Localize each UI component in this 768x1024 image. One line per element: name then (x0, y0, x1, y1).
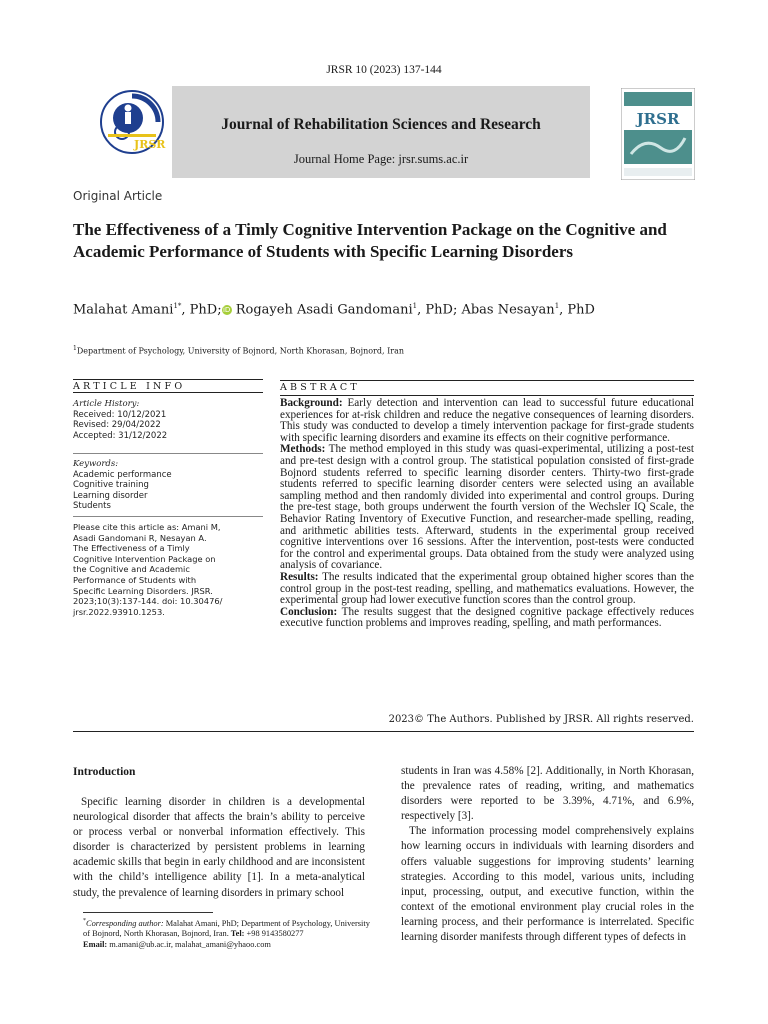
email-label: Email: (83, 939, 108, 949)
author-degree: , PhD (559, 302, 595, 318)
author-list (73, 302, 595, 317)
keyword-item: Academic performance (73, 469, 172, 480)
background-text: Early detection and intervention can lead to successful future educational experiences for at-risk children and reduce the negative consequences of learning disorders. This study was conducted to develop a timely intervention package for first-grade students with specific learning disorders and examine its effects on their cognitive performance. (280, 397, 694, 444)
corr-label: Corresponding author: (86, 918, 164, 928)
results-text: The results indicated that the experimental group obtained higher scores than the control group in the post-test reading, spelling, and mathematics evaluations. However, the experimental group had lower executive function scores than the control group. (280, 570, 694, 607)
divider (73, 731, 694, 732)
tel-number: +98 9143580277 (244, 929, 304, 939)
author-degree: , PhD; Abas Nesayan (417, 302, 555, 318)
revised-date: Revised: 29/04/2022 (73, 420, 161, 431)
author-degree: , PhD; (181, 302, 222, 318)
email-address[interactable]: m.amani@ub.ac.ir, malahat_amani@yhaoo.com (107, 939, 271, 949)
logo-letters: JRSR (134, 138, 166, 151)
divider (73, 516, 263, 517)
keyword-item: Learning disorder (73, 490, 148, 501)
author-name: Rogayeh Asadi Gandomani (231, 302, 413, 318)
cover-title: JRSR (636, 110, 680, 128)
corresponding-author-footnote (83, 916, 373, 950)
divider (73, 453, 263, 454)
article-type: Original Article (73, 189, 163, 203)
author-name: Malahat Amani (73, 302, 174, 318)
body-paragraph: students in Iran was 4.58% [2]. Additionally, in North Khorasan, the prevalence rates of reading, writing, and mathematics disorders were reported to be 3.39%, 4.71%, and 6.9%, respectively [3]. (401, 765, 694, 823)
accepted-date: Accepted: 31/12/2022 (73, 430, 168, 441)
keyword-item: Students (73, 501, 111, 512)
abstract-body (280, 398, 694, 630)
results-label: Results: (280, 570, 319, 583)
body-paragraph: The information processing model comprehensively explains how learning occurs in individuals with learning disorders and offers valuable suggestions for improving students’ learning strategies. According to this model, various units, including input, processing, output, and executive function, within the context of the emotional environment play crucial roles in the learning process, and their performance is interrelated. Specific learning disorder manifests through different types of defects in (401, 825, 694, 944)
affiliation (73, 345, 404, 356)
keywords-label: Keywords: (73, 459, 119, 469)
author-sup: 1 (412, 302, 418, 310)
methods-label: Methods: (280, 443, 326, 456)
introduction-heading: Introduction (73, 766, 136, 778)
article-info-heading: ARTICLE INFO (73, 381, 186, 392)
divider (280, 380, 694, 381)
background-label: Background: (280, 397, 343, 409)
article-history (73, 399, 263, 441)
author-sup: 1 (554, 302, 560, 310)
conclusion-label: Conclusion: (280, 605, 338, 618)
keywords (73, 459, 263, 512)
journal-citation: JRSR 10 (2023) 137-144 (326, 64, 442, 76)
history-label: Article History: (73, 399, 140, 409)
received-date: Received: 10/12/2021 (73, 409, 167, 420)
footnote-divider (83, 912, 213, 913)
keyword-item: Cognitive training (73, 480, 149, 491)
copyright: 2023© The Authors. Published by JRSR. All rights reserved. (388, 714, 694, 725)
divider (73, 392, 263, 393)
body-paragraph: Specific learning disorder in children is a developmental neurological disorder that affects the brain’s ability to perceive or process verbal or nonverbal information effectively. This disorder is characterized by persistent problems in learning academic skills that begin in early childhood and are inconsistent with the child’s intelligence ability [1]. In a meta-analytical study, the prevalence of learning disorders in primary school (73, 796, 365, 899)
journal-logo (98, 88, 166, 164)
divider (73, 379, 263, 380)
abstract-heading: ABSTRACT (280, 382, 360, 393)
methods-text: The method employed in this study was quasi-experimental, utilizing a post-test and pre-test design with a control group. The statistical population consisted of first-grade Bojnord students referred to specific learning disorder centers. Thirty-two first-grade students referred to specific learning disorder centers were selected using an available sampling method and then randomly divided into experimental and control groups. During the pre-test stage, both groups underwent the fourth version of the Wechsler IQ Scale, the Behavior Rating Inventory of Executive Function, and researcher-made spelling, reading, and arithmetic abilities tests. Afterward, students in the experimental group received cognitive interventions over 16 sessions. After the intervention, post-tests were conducted for the control and experimental groups. Data obtained from the study were analyzed using analysis of covariance. (280, 443, 694, 572)
author-sup: 1* (173, 302, 182, 310)
journal-title: Journal of Rehabilitation Sciences and Research (221, 116, 541, 133)
article-title: The Effectiveness of a Timly Cognitive Intervention Package on the Cognitive and Academic Performance of Students with Specific Learning Disorders (73, 220, 667, 261)
orcid-icon[interactable]: iD (222, 306, 231, 315)
affiliation-text: Department of Psychology, University of Bojnord, North Khorasan, Bojnord, Iran (76, 346, 404, 356)
affiliation-sup: 1 (73, 345, 77, 352)
divider (280, 395, 694, 396)
journal-cover-image (621, 88, 695, 180)
conclusion-text: The results suggest that the designed cognitive package effectively reduces executive function problems and improves reading, spelling, and math performances. (280, 605, 694, 630)
citation-note: Please cite this article as: Amani M, Asadi Gandomani R, Nesayan A. The Effectiveness of a Timly Cognitive Intervention Package on the Cognitive and Academic Performance of Students with Specific Learning Disorders. JRSR. 2023;10(3):137-144. doi: 10.30476/ jrsr.2022.93910.1253. (73, 522, 223, 617)
footnote-star: * (83, 918, 86, 924)
corr-text: Malahat Amani, PhD; Department of Psychology, University of Bojnord, North Khorasan, Bojnord, Iran. (83, 918, 370, 939)
tel-label: Tel: (228, 929, 245, 939)
body-column-right (401, 764, 694, 945)
journal-home-page: Journal Home Page: jrsr.sums.ac.ir (293, 152, 469, 166)
